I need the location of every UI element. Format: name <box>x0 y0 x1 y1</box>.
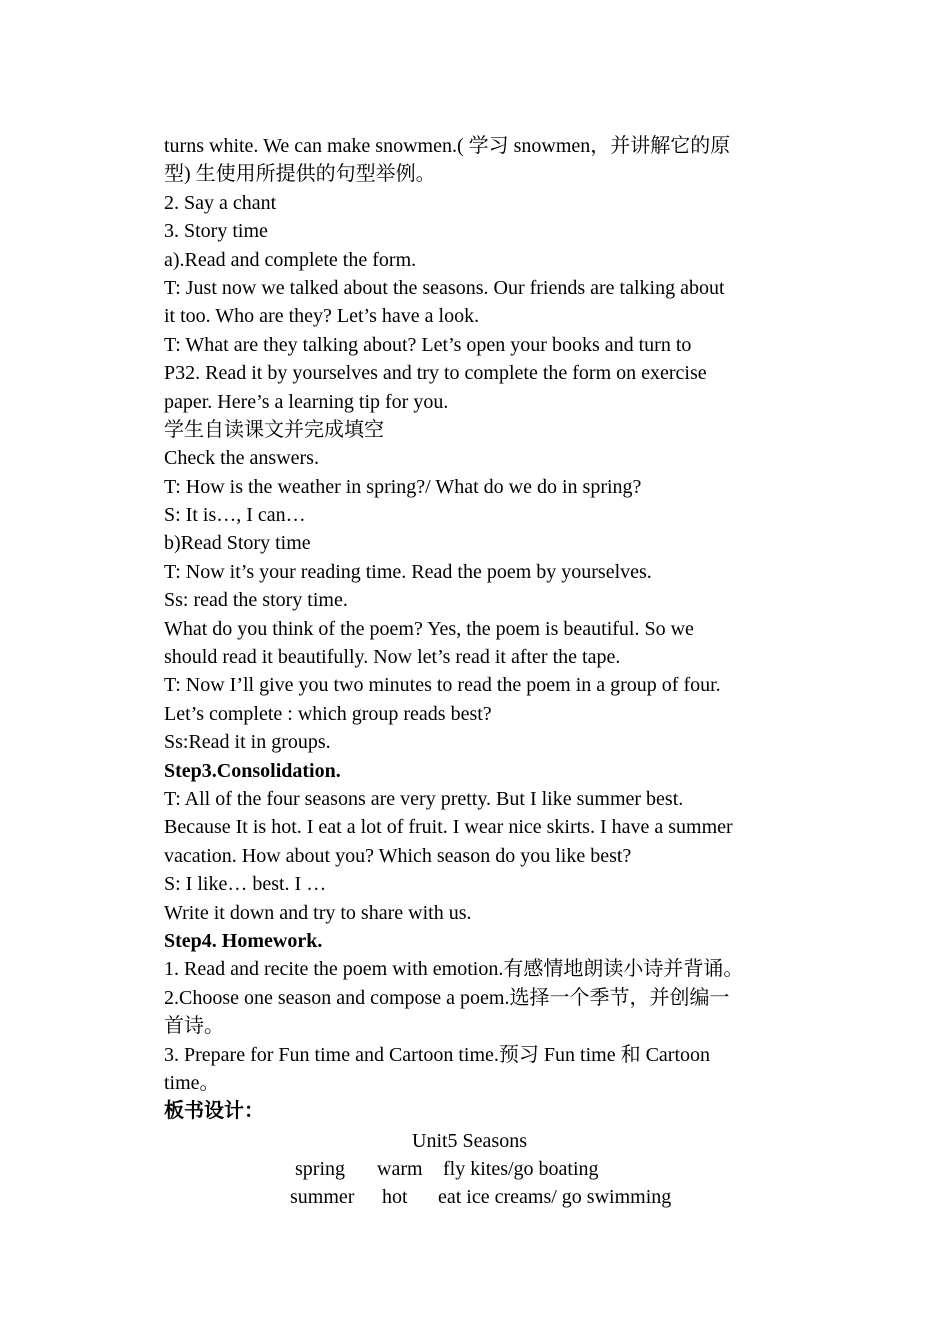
text-line: it too. Who are they? Let’s have a look. <box>164 305 480 328</box>
section-heading: Step3.Consolidation. <box>164 759 341 782</box>
text-line: paper. Here’s a learning tip for you. <box>164 390 449 413</box>
text-line: should read it beautifully. Now let’s read it after the tape. <box>164 646 621 669</box>
text-line: T: Now it’s your reading time. Read the poem by yourselves. <box>164 560 652 583</box>
text-line: 3. Prepare for Fun time and Cartoon time.预习 Fun time 和 Cartoon <box>164 1043 711 1066</box>
text-line: vacation. How about you? Which season do you like best? <box>164 844 632 867</box>
text-line: 3. Story time <box>164 220 268 243</box>
text-line: 2.Choose one season and compose a poem.选择一个季节，并创编一 <box>164 986 730 1009</box>
text-line: Ss:Read it in groups. <box>164 731 331 754</box>
text-line: Write it down and try to share with us. <box>164 901 472 924</box>
text-line: P32. Read it by yourselves and try to complete the form on exercise <box>164 362 707 385</box>
text-line: T: What are they talking about? Let’s open your books and turn to <box>164 333 692 356</box>
text-line: 型) 生使用所提供的句型举例。 <box>164 163 436 186</box>
text-line: S: I like… best. I … <box>164 873 327 896</box>
text-line: What do you think of the poem? Yes, the poem is beautiful. So we <box>164 617 694 640</box>
board-season: spring <box>295 1158 345 1180</box>
text-line: b)Read Story time <box>164 532 311 555</box>
text-line: S: It is…, I can… <box>164 504 306 527</box>
text-line: 首诗。 <box>164 1015 224 1038</box>
board-activity: eat ice creams/ go swimming <box>438 1186 672 1208</box>
text-line: 学生自读课文并完成填空 <box>164 418 384 441</box>
text-line: Check the answers. <box>164 447 319 470</box>
text-line: Ss: read the story time. <box>164 589 348 612</box>
lesson-text <box>164 132 794 1126</box>
text-line: 1. Read and recite the poem with emotion.有感情地朗读小诗并背诵。 <box>164 958 744 981</box>
section-heading: 板书设计： <box>164 1100 264 1123</box>
text-line: T: Just now we talked about the seasons. Our friends are talking about <box>164 276 725 299</box>
board-activity: fly kites/go boating <box>443 1158 599 1180</box>
section-heading: Step4. Homework. <box>164 929 323 952</box>
text-line: T: All of the four seasons are very pretty. But I like summer best. <box>164 787 684 810</box>
board-weather: hot <box>382 1186 408 1208</box>
text-line: turns white. We can make snowmen.( 学习 snowmen，并讲解它的原 <box>164 135 731 157</box>
text-line: T: How is the weather in spring?/ What do we do in spring? <box>164 475 642 498</box>
text-line: T: Now I’ll give you two minutes to read the poem in a group of four. <box>164 674 721 697</box>
board-row-summer <box>0 1183 950 1211</box>
text-line: a).Read and complete the form. <box>164 248 417 271</box>
text-line: time。 <box>164 1071 220 1094</box>
text-line: Let’s complete : which group reads best? <box>164 702 492 725</box>
board-row-spring <box>0 1155 950 1183</box>
text-line: 2. Say a chant <box>164 191 277 214</box>
board-title: Unit5 Seasons <box>412 1130 527 1152</box>
text-line: Because It is hot. I eat a lot of fruit. I wear nice skirts. I have a summer <box>164 816 733 839</box>
board-season: summer <box>290 1186 355 1208</box>
board-weather: warm <box>377 1158 423 1180</box>
